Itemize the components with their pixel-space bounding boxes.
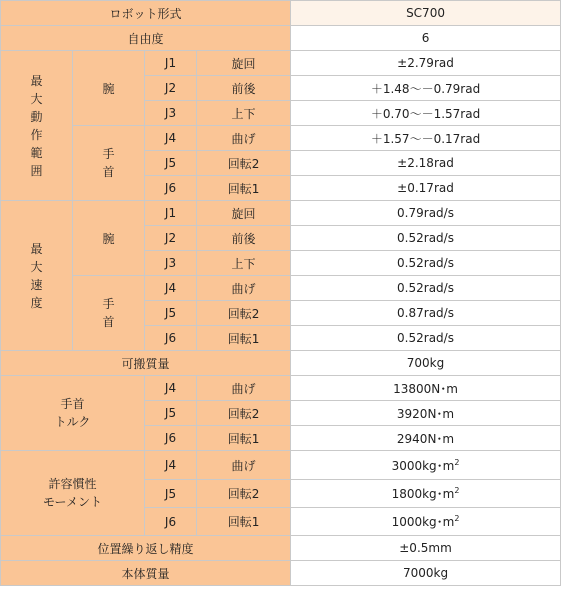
motion-label: 回転1 bbox=[197, 508, 291, 536]
joint-label: J4 bbox=[145, 376, 197, 401]
spec-row-repeatability bbox=[1, 536, 561, 561]
joint-label: J5 bbox=[145, 151, 197, 176]
repeatability-value: ±0.5mm bbox=[291, 536, 561, 561]
motion-label: 曲げ bbox=[197, 276, 291, 301]
payload-label: 可搬質量 bbox=[1, 351, 291, 376]
repeatability-label: 位置繰り返し精度 bbox=[1, 536, 291, 561]
range-wrist-label: 手 首 bbox=[73, 126, 145, 201]
range-value: ＋0.70～－1.57rad bbox=[291, 101, 561, 126]
motion-label: 回転2 bbox=[197, 151, 291, 176]
motion-label: 曲げ bbox=[197, 451, 291, 480]
joint-label: J5 bbox=[145, 301, 197, 326]
range-value: ±2.79rad bbox=[291, 51, 561, 76]
inertia-value: 1000kg･$m^2$ bbox=[291, 508, 561, 536]
speed-value: 0.52rad/s bbox=[291, 326, 561, 351]
model-label: ロボット形式 bbox=[1, 1, 291, 26]
motion-label: 上下 bbox=[197, 101, 291, 126]
mass-label: 本体質量 bbox=[1, 561, 291, 586]
joint-label: J6 bbox=[145, 426, 197, 451]
torque-row bbox=[1, 376, 561, 401]
motion-label: 回転2 bbox=[197, 301, 291, 326]
joint-label: J1 bbox=[145, 201, 197, 226]
motion-label: 回転2 bbox=[197, 480, 291, 508]
joint-label: J5 bbox=[145, 480, 197, 508]
motion-label: 前後 bbox=[197, 226, 291, 251]
motion-label: 回転1 bbox=[197, 176, 291, 201]
joint-label: J4 bbox=[145, 126, 197, 151]
mass-value: 7000kg bbox=[291, 561, 561, 586]
speed-group-label: 最 大 速 度 bbox=[1, 201, 73, 351]
inertia-value: 1800kg･$m^2$ bbox=[291, 480, 561, 508]
model-value: SC700 bbox=[291, 1, 561, 26]
motion-label: 回転1 bbox=[197, 326, 291, 351]
spec-row-model bbox=[1, 1, 561, 26]
payload-value: 700kg bbox=[291, 351, 561, 376]
range-row bbox=[1, 126, 561, 151]
range-value: ±2.18rad bbox=[291, 151, 561, 176]
dof-value: 6 bbox=[291, 26, 561, 51]
motion-label: 曲げ bbox=[197, 376, 291, 401]
inertia-group-label: 許容慣性 モーメント bbox=[1, 451, 145, 536]
joint-label: J3 bbox=[145, 251, 197, 276]
range-group-label: 最 大 動 作 範 囲 bbox=[1, 51, 73, 201]
range-arm-label: 腕 bbox=[73, 51, 145, 126]
speed-row bbox=[1, 201, 561, 226]
spec-row-mass bbox=[1, 561, 561, 586]
joint-label: J6 bbox=[145, 326, 197, 351]
torque-value: 13800N･m bbox=[291, 376, 561, 401]
inertia-row bbox=[1, 451, 561, 480]
spec-row-payload bbox=[1, 351, 561, 376]
torque-value: 3920N･m bbox=[291, 401, 561, 426]
speed-arm-label: 腕 bbox=[73, 201, 145, 276]
joint-label: J2 bbox=[145, 76, 197, 101]
range-value: ±0.17rad bbox=[291, 176, 561, 201]
motion-label: 旋回 bbox=[197, 51, 291, 76]
inertia-value: 3000kg･$m^2$ bbox=[291, 451, 561, 480]
speed-value: 0.52rad/s bbox=[291, 226, 561, 251]
joint-label: J5 bbox=[145, 401, 197, 426]
joint-label: J6 bbox=[145, 508, 197, 536]
torque-value: 2940N･m bbox=[291, 426, 561, 451]
joint-label: J6 bbox=[145, 176, 197, 201]
motion-label: 回転1 bbox=[197, 426, 291, 451]
joint-label: J1 bbox=[145, 51, 197, 76]
motion-label: 前後 bbox=[197, 76, 291, 101]
range-value: ＋1.48～－0.79rad bbox=[291, 76, 561, 101]
speed-value: 0.52rad/s bbox=[291, 251, 561, 276]
joint-label: J3 bbox=[145, 101, 197, 126]
torque-group-label: 手首 トルク bbox=[1, 376, 145, 451]
spec-row-dof bbox=[1, 26, 561, 51]
dof-label: 自由度 bbox=[1, 26, 291, 51]
motion-label: 上下 bbox=[197, 251, 291, 276]
speed-value: 0.87rad/s bbox=[291, 301, 561, 326]
motion-label: 回転2 bbox=[197, 401, 291, 426]
motion-label: 曲げ bbox=[197, 126, 291, 151]
speed-value: 0.79rad/s bbox=[291, 201, 561, 226]
motion-label: 旋回 bbox=[197, 201, 291, 226]
joint-label: J4 bbox=[145, 276, 197, 301]
range-row bbox=[1, 51, 561, 76]
speed-row bbox=[1, 276, 561, 301]
joint-label: J4 bbox=[145, 451, 197, 480]
speed-value: 0.52rad/s bbox=[291, 276, 561, 301]
range-value: ＋1.57～－0.17rad bbox=[291, 126, 561, 151]
joint-label: J2 bbox=[145, 226, 197, 251]
speed-wrist-label: 手 首 bbox=[73, 276, 145, 351]
